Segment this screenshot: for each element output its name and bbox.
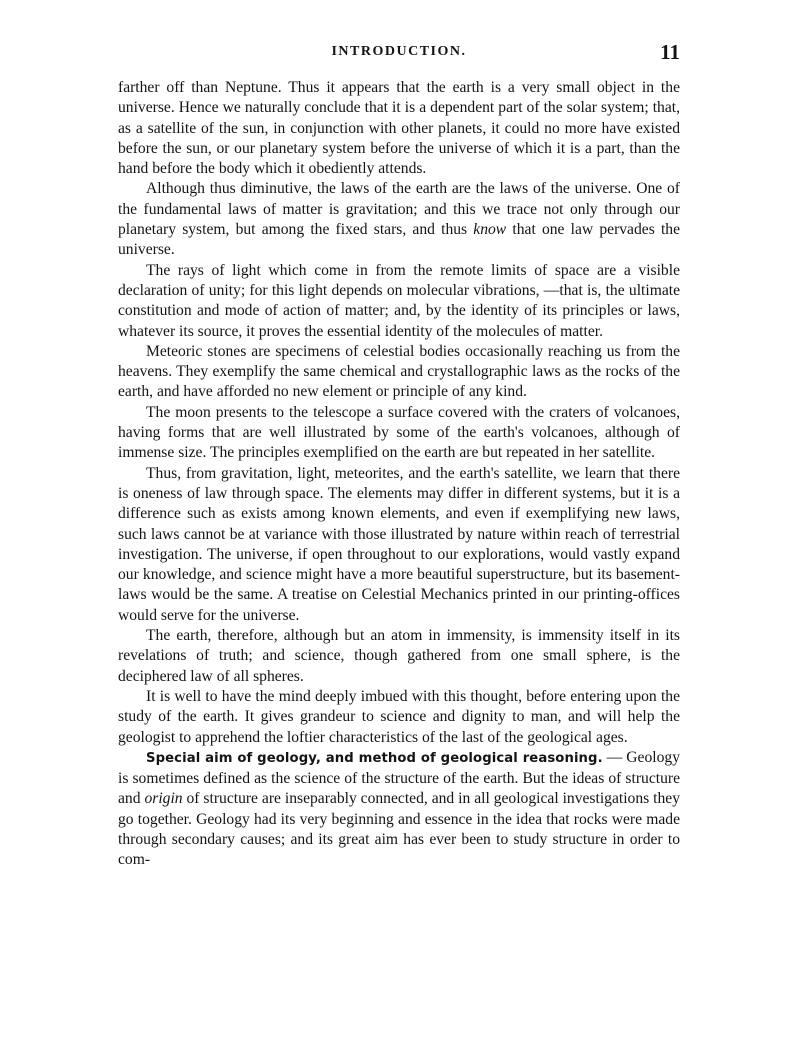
section-heading: Special aim of geology, and method of geological reasoning. bbox=[146, 750, 603, 766]
paragraph-meteoric-stones: Meteoric stones are specimens of celestial bodies occasionally reaching us from the heavens. They exemplify the same chemical and crystallographic laws as the rocks of the earth, and have afforded no new element or principle of any kind. bbox=[118, 342, 680, 401]
paragraph-continuation: farther off than Neptune. Thus it appears that the earth is a very small object in the universe. Hence we naturally conclude that it is a dependent part of the solar system; that, as a satellite of the sun, in conjunction with other planets, it could no more have existed before the sun, or our planetary system before the universe of which it is a part, than the hand before the body which it obediently attends. bbox=[118, 79, 680, 178]
running-head bbox=[118, 40, 680, 70]
emphasis-origin: origin bbox=[144, 790, 183, 808]
body-text bbox=[118, 78, 680, 871]
paragraph-laws-of-universe: Although thus diminutive, the laws of the earth are the laws of the universe. One of the fundamental laws of matter is gravitation; and this we trace not only through our planetary system, but among the fixed stars, and thus know that one law pervades the universe. bbox=[118, 180, 680, 259]
paragraph-earth-immensity: The earth, therefore, although but an atom in immensity, is immensity itself in its revelations of truth; and science, though gathered from one small sphere, is the deciphered law of all spheres. bbox=[118, 627, 680, 685]
paragraph-special-aim: Special aim of geology, and method of geological reasoning. — Geology is sometimes defined as the science of the structure of the earth. But the ideas of structure and origin of structure are inseparably connected, and in all geological investigations they go together. Geology had its very beginning and essence in the idea that rocks were made through secondary causes; and its great aim has ever been to study structure in order to com- bbox=[118, 748, 680, 869]
paragraph-oneness-of-law: Thus, from gravitation, light, meteorites, and the earth's satellite, we learn that there is oneness of law through space. The elements may differ in different systems, but it is a difference such as exists among known elements, and even if exemplifying new laws, such laws cannot be at variance with those illustrated by nature within reach of terrestrial investigation. The universe, if open throughout to our explorations, would vastly expand our knowledge, and science might have a more beautiful superstructure, but its basement-laws would be the same. A treatise on Celestial Mechanics printed in our printing-offices would serve for the universe. bbox=[118, 464, 680, 624]
paragraph-moon: The moon presents to the telescope a surface covered with the craters of volcanoes, having forms that are well illustrated by some of the earth's volcanoes, although of immense size. The principles exemplified on the earth are but repeated in her satellite. bbox=[118, 403, 680, 462]
paragraph-mind-imbued: It is well to have the mind deeply imbued with this thought, before entering upon the study of the earth. It gives grandeur to science and dignity to man, and will help the geologist to apprehend the loftier characteristics of the last of the geological ages. bbox=[118, 687, 680, 746]
paragraph-rays-of-light: The rays of light which come in from the remote limits of space are a visible declaration of unity; for this light depends on molecular vibrations, —that is, the ultimate constitution and mode of action of matter; and, by the identity of its principles or laws, whatever its source, it proves the essential identity of the molecules of matter. bbox=[118, 261, 680, 340]
page-number: 11 bbox=[660, 40, 680, 64]
emphasis-know: know bbox=[473, 221, 507, 239]
running-title: INTRODUCTION. bbox=[331, 44, 467, 59]
